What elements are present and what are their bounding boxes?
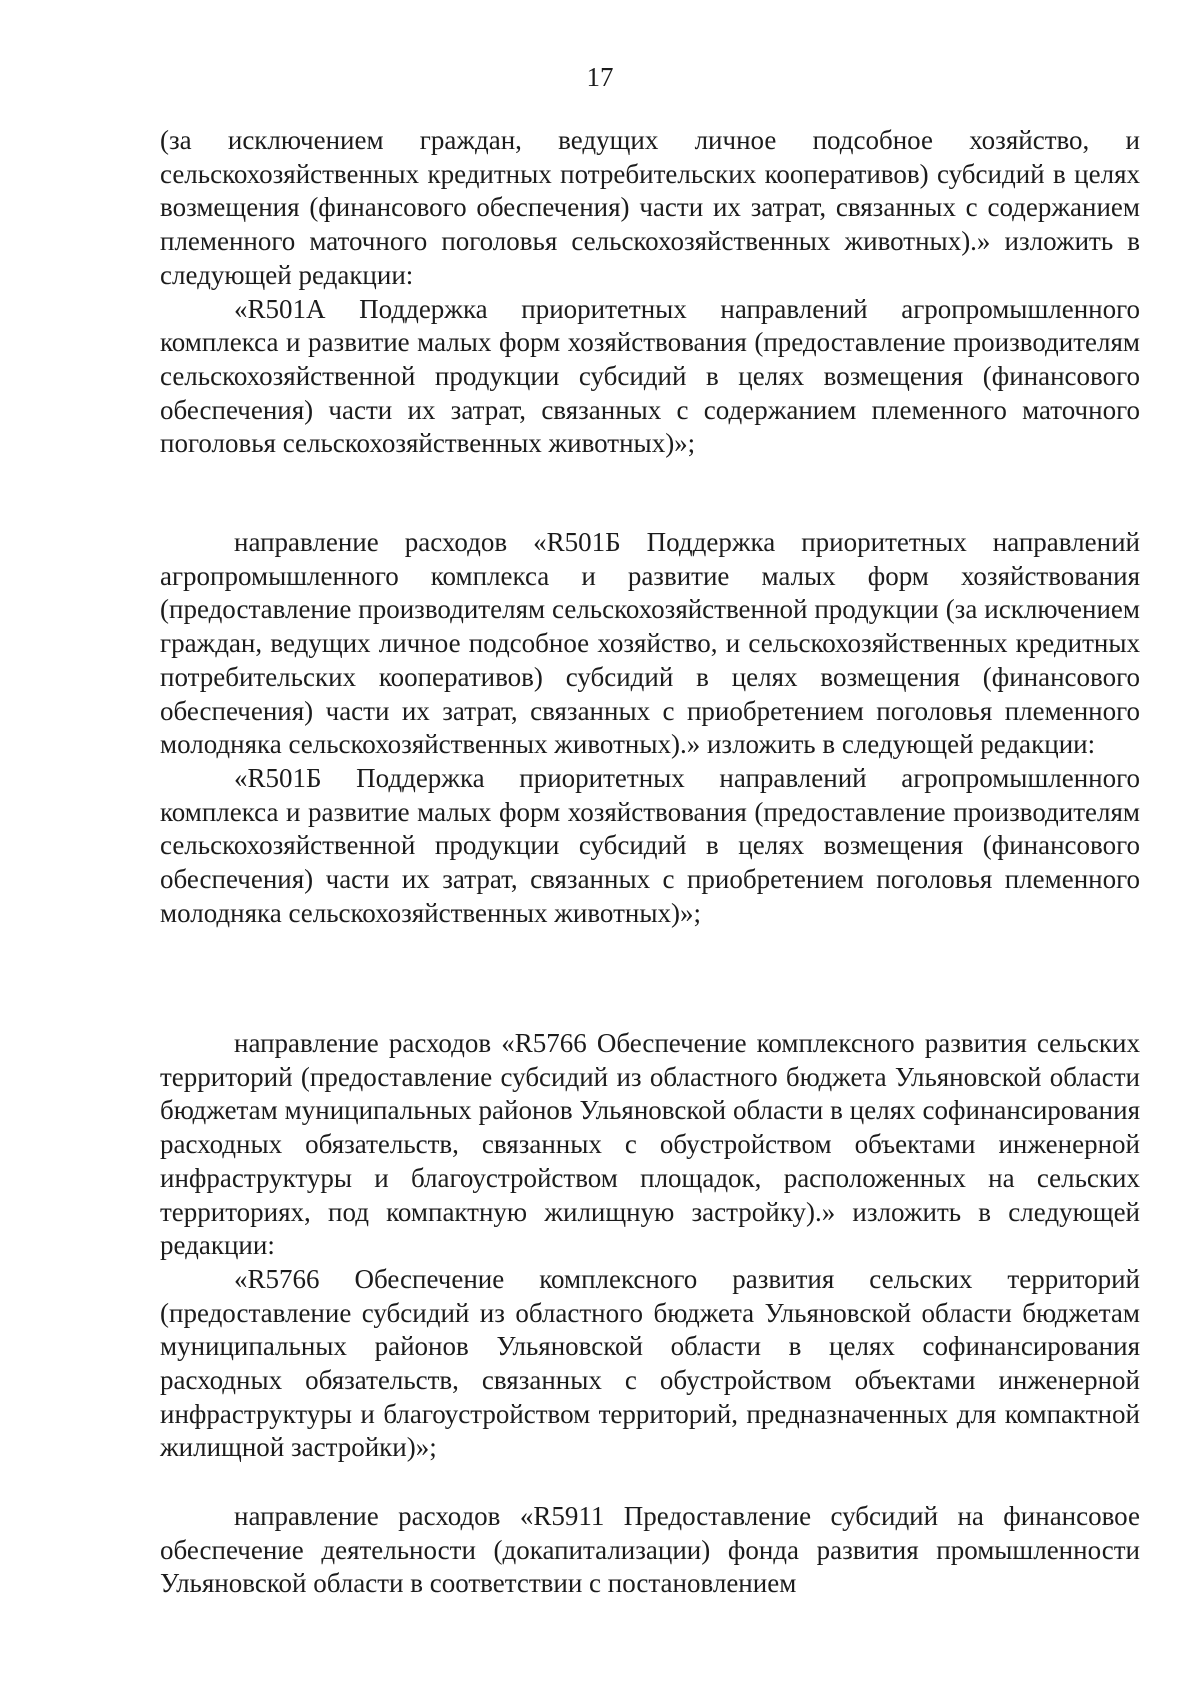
paragraph-replacement-r501b: «R501Б Поддержка приоритетных направлений агропромышленного комплекса и развитие малых форм хозяйствования (предоставление производителям сельскохозяйственной продукции субсидий в целях возмещения (финансового обеспечения) части их затрат, связанных с приобретением поголовья племенного молодняка сельскохозяйственных животных)»; xyxy=(160,762,1140,928)
paragraph-replacement-r501a: «R501А Поддержка приоритетных направлений агропромышленного комплекса и развитие малых форм хозяйствования (предоставление производителям сельскохозяйственной продукции субсидий в целях возмещения (финансового обеспечения) части их затрат, связанных с содержанием племенного маточного поголовья сельскохозяйственных животных)»; xyxy=(160,293,1140,459)
text-block-r501b xyxy=(160,526,1140,930)
text-block-r501a xyxy=(160,124,1140,461)
paragraph-continuation: (за исключением граждан, ведущих личное подсобное хозяйство, и сельскохозяйственных кредитных потребительских кооперативов) субсидий в целях возмещения (финансового обеспечения) части их затрат, связанных с содержанием племенного маточного поголовья сельскохозяйственных животных).» изложить в следующей редакции: xyxy=(160,125,1140,290)
page-number: 17 xyxy=(586,62,614,92)
text-block-r5766 xyxy=(160,1027,1140,1465)
paragraph-replacement-r5766: «R5766 Обеспечение комплексного развития сельских территорий (предоставление субсидий из областного бюджета Ульяновской области бюджетам муниципальных районов Ульяновской области в целях софинансирования расходных обязательств, связанных с обустройством объектами инженерной инфраструктуры и благоустройством территорий, предназначенных для компактной жилищной застройки)»; xyxy=(160,1263,1140,1463)
paragraph-intro-r501b: направление расходов «R501Б Поддержка приоритетных направлений агропромышленного комплекса и развитие малых форм хозяйствования (предоставление производителям сельскохозяйственной продукции (за исключением граждан, ведущих личное подсобное хозяйство, и сельскохозяйственных кредитных потребительских кооперативов) субсидий в целях возмещения (финансового обеспечения) части их затрат, связанных с приобретением поголовья племенного молодняка сельскохозяйственных животных).» изложить в следующей редакции: xyxy=(160,527,1140,760)
paragraph-intro-r5766: направление расходов «R5766 Обеспечение комплексного развития сельских территорий (предоставление субсидий из областного бюджета Ульяновской области бюджетам муниципальных районов Ульяновской области в целях софинансирования расходных обязательств, связанных с обустройством объектами инженерной инфраструктуры и благоустройством площадок, расположенных на сельских территориях, под компактную жилищную застройку).» изложить в следующей редакции: xyxy=(160,1028,1140,1261)
text-block-r5911 xyxy=(160,1500,1140,1601)
paragraph-intro-r5911: направление расходов «R5911 Предоставление субсидий на финансовое обеспечение деятельности (докапитализации) фонда развития промышленности Ульяновской области в соответствии с постановлением xyxy=(160,1501,1140,1599)
